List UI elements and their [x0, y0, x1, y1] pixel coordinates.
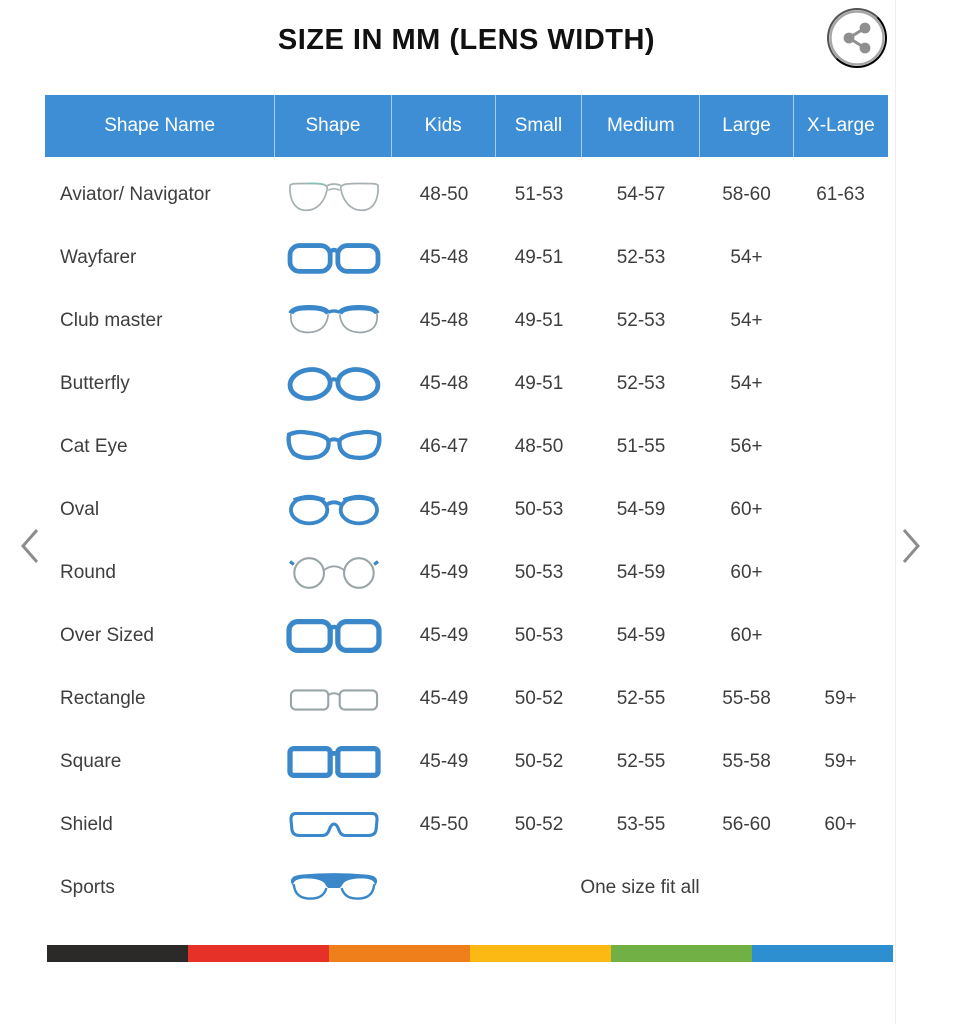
cell-large: 56+ [730, 435, 763, 457]
cell-medium: 54-59 [616, 624, 666, 646]
color-segment-green [611, 945, 752, 962]
cell-large: 60+ [730, 498, 763, 520]
column-header-shape: Shape [274, 95, 390, 157]
cell-medium: 51-55 [616, 435, 666, 457]
cell-large: 55-58 [722, 750, 771, 772]
cell-kids: 45-48 [419, 246, 469, 268]
row-label: Butterfly [60, 372, 130, 394]
cell-large: 56-60 [722, 813, 771, 835]
color-segment-yellow [470, 945, 611, 962]
cell-xlarge: 60+ [824, 813, 857, 835]
size-table [45, 95, 888, 919]
color-segment-black [47, 945, 188, 962]
color-segment-orange [329, 945, 470, 962]
cell-medium: 52-53 [616, 246, 666, 268]
oversized-glasses-icon [276, 614, 392, 658]
cell-kids: 45-49 [419, 498, 469, 520]
column-header-medium: Medium [581, 95, 699, 157]
table-row-oversized [45, 604, 888, 667]
row-label: Square [60, 750, 122, 772]
cell-small: 50-53 [514, 498, 564, 520]
cell-small: 51-53 [514, 183, 564, 205]
chevron-left-icon [17, 527, 43, 565]
table-row-square [45, 730, 888, 793]
cell-medium: 54-57 [616, 183, 666, 205]
cell-medium: 53-55 [616, 813, 666, 835]
cateye-glasses-icon [276, 425, 392, 469]
cell-large: 54+ [730, 372, 763, 394]
cell-small: 49-51 [514, 372, 564, 394]
table-row-wayfarer [45, 226, 888, 289]
color-segment-blue [752, 945, 893, 962]
table-row-sports [45, 856, 888, 919]
chevron-right-icon [898, 527, 924, 565]
cell-kids: 45-50 [419, 813, 469, 835]
shield-glasses-icon [276, 803, 392, 847]
share-icon [828, 9, 886, 67]
cell-one-size: One size fit all [580, 876, 700, 898]
clubmaster-glasses-icon [276, 299, 392, 343]
color-segment-red [188, 945, 329, 962]
cell-kids: 45-48 [419, 309, 469, 331]
column-header-large: Large [699, 95, 792, 157]
wayfarer-glasses-icon [276, 236, 392, 280]
row-label: Oval [60, 498, 100, 520]
butterfly-glasses-icon [276, 362, 392, 406]
cell-xlarge: 59+ [824, 687, 857, 709]
cell-large: 60+ [730, 624, 763, 646]
table-header-row [45, 95, 888, 157]
cell-kids: 45-49 [419, 624, 469, 646]
cell-medium: 54-59 [616, 498, 666, 520]
cell-large: 54+ [730, 246, 763, 268]
cell-xlarge: 61-63 [816, 183, 865, 205]
table-row-clubmaster [45, 289, 888, 352]
page-title: SIZE IN MM (LENS WIDTH) [277, 24, 656, 56]
oval-glasses-icon [276, 488, 392, 532]
carousel-prev-button[interactable] [16, 526, 44, 566]
table-row-rectangle [45, 667, 888, 730]
cell-small: 50-52 [514, 813, 564, 835]
sports-glasses-icon [276, 866, 392, 910]
table-row-oval [45, 478, 888, 541]
column-header-kids: Kids [391, 95, 495, 157]
cell-small: 49-51 [514, 309, 564, 331]
cell-large: 60+ [730, 561, 763, 583]
square-glasses-icon [276, 740, 392, 784]
table-row-cateye [45, 415, 888, 478]
cell-medium: 52-53 [616, 309, 666, 331]
table-row-aviator [45, 163, 888, 226]
row-label: Round [60, 561, 116, 583]
row-label: Shield [60, 813, 113, 835]
cell-large: 54+ [730, 309, 763, 331]
row-label: Rectangle [60, 687, 146, 709]
rectangle-glasses-icon [276, 677, 392, 721]
cell-kids: 48-50 [419, 183, 469, 205]
cell-kids: 46-47 [419, 435, 469, 457]
share-button[interactable] [827, 8, 887, 68]
cell-medium: 52-55 [616, 750, 666, 772]
row-label: Sports [60, 876, 115, 898]
row-label: Over Sized [60, 624, 154, 646]
row-label: Aviator/ Navigator [60, 183, 211, 205]
cell-small: 50-52 [514, 750, 564, 772]
cell-small: 50-53 [514, 561, 564, 583]
cell-large: 55-58 [722, 687, 771, 709]
table-row-butterfly [45, 352, 888, 415]
row-label: Cat Eye [60, 435, 128, 457]
cell-small: 48-50 [514, 435, 564, 457]
column-header-shape-name: Shape Name [104, 115, 216, 136]
row-label: Club master [60, 309, 163, 331]
cell-xlarge: 59+ [824, 750, 857, 772]
cell-small: 49-51 [514, 246, 564, 268]
cell-small: 50-52 [514, 687, 564, 709]
column-header-small: Small [495, 95, 581, 157]
round-glasses-icon [276, 551, 392, 595]
brand-color-bar [47, 945, 893, 962]
table-body [45, 157, 888, 919]
table-row-shield [45, 793, 888, 856]
cell-medium: 54-59 [616, 561, 666, 583]
cell-kids: 45-49 [419, 561, 469, 583]
cell-small: 50-53 [514, 624, 564, 646]
column-header-xlarge: X-Large [793, 95, 888, 157]
aviator-glasses-icon [276, 173, 392, 217]
cell-medium: 52-55 [616, 687, 666, 709]
cell-kids: 45-48 [419, 372, 469, 394]
carousel-next-button[interactable] [897, 526, 925, 566]
table-row-round [45, 541, 888, 604]
cell-large: 58-60 [722, 183, 771, 205]
cell-medium: 52-53 [616, 372, 666, 394]
cell-kids: 45-49 [419, 750, 469, 772]
cell-kids: 45-49 [419, 687, 469, 709]
row-label: Wayfarer [60, 246, 137, 268]
